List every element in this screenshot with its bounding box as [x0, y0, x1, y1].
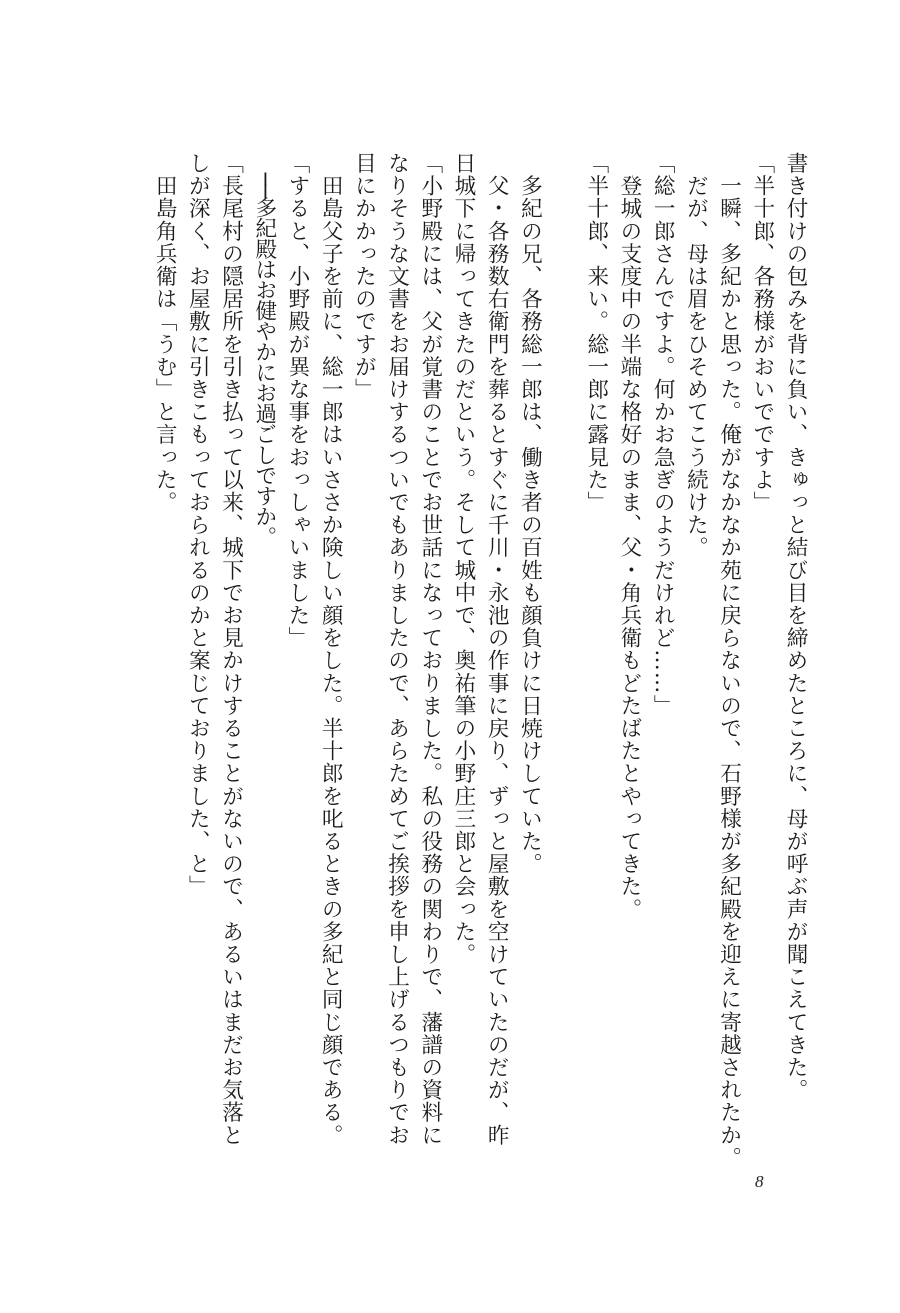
text-line: だが、母は眉をひそめてこう続けた。	[683, 152, 709, 559]
text-line: 「すると、小野殿が異な事をおっしゃいました」	[284, 152, 310, 650]
text-line: 書き付けの包みを背に負い、きゅっと結び目を締めたところに、母が呼ぶ声が聞こえてきた。	[783, 152, 808, 1102]
text-line: 「半十郎、各務様がおいでですよ」	[749, 152, 775, 514]
text-line: しが深く、お屋敷に引きこもっておられるのかと案じておりました、と」	[185, 152, 211, 898]
text-line: 「半十郎、来い。総一郎に露見た」	[583, 152, 609, 514]
text-line: 目にかかったのですが」	[351, 152, 377, 401]
section-break	[546, 152, 579, 1162]
text-line: 一瞬、多紀かと思った。俺がなかなか苑に戻らないので、石野様が多紀殿を迎えに寄越されたか。	[716, 152, 742, 1169]
page-number: 8	[755, 1172, 764, 1191]
text-line: 父・各務数右衛門を葬るとすぐに千川・永池の作事に戻り、ずっと屋敷を空けていたのだが、昨	[484, 152, 510, 1147]
text-line: 登城の支度中の半端な格好のまま、父・角兵衛もどたばたとやってきた。	[616, 152, 642, 921]
text-line: 日城下に帰ってきたのだという。そして城中で、奥祐筆の小野庄三郎と会った。	[450, 152, 476, 966]
text-line: 田島父子を前に、総一郎はいささか険しい顔をした。半十郎を叱るときの多紀と同じ顔である。	[318, 152, 344, 1147]
text-line: 「長尾村の隠居所を引き払って以来、城下でお見かけすることがないので、あるいはまだお気落と	[218, 152, 244, 1147]
text-line: 多紀の兄、各務総一郎は、働き者の百姓も顔負けに日焼けしていた。	[517, 152, 543, 876]
text-line: 「総一郎さんですよ。何かお急ぎのようだけれど……」	[650, 152, 676, 717]
text-line: ──多紀殿はお健やかにお過ごしですか。	[251, 152, 277, 547]
vertical-text-body	[148, 152, 812, 1169]
text-line: 田島角兵衛は「うむ」と言った。	[152, 152, 178, 514]
text-line: 「小野殿には、父が覚書のことでお世話になっておりました。私の役務の関わりで、藩譜の資料に	[417, 152, 443, 1147]
text-line: なりそうな文書をお届けするついでもありましたので、あらためてご挨拶を申し上げるつもりでお	[384, 152, 410, 1147]
